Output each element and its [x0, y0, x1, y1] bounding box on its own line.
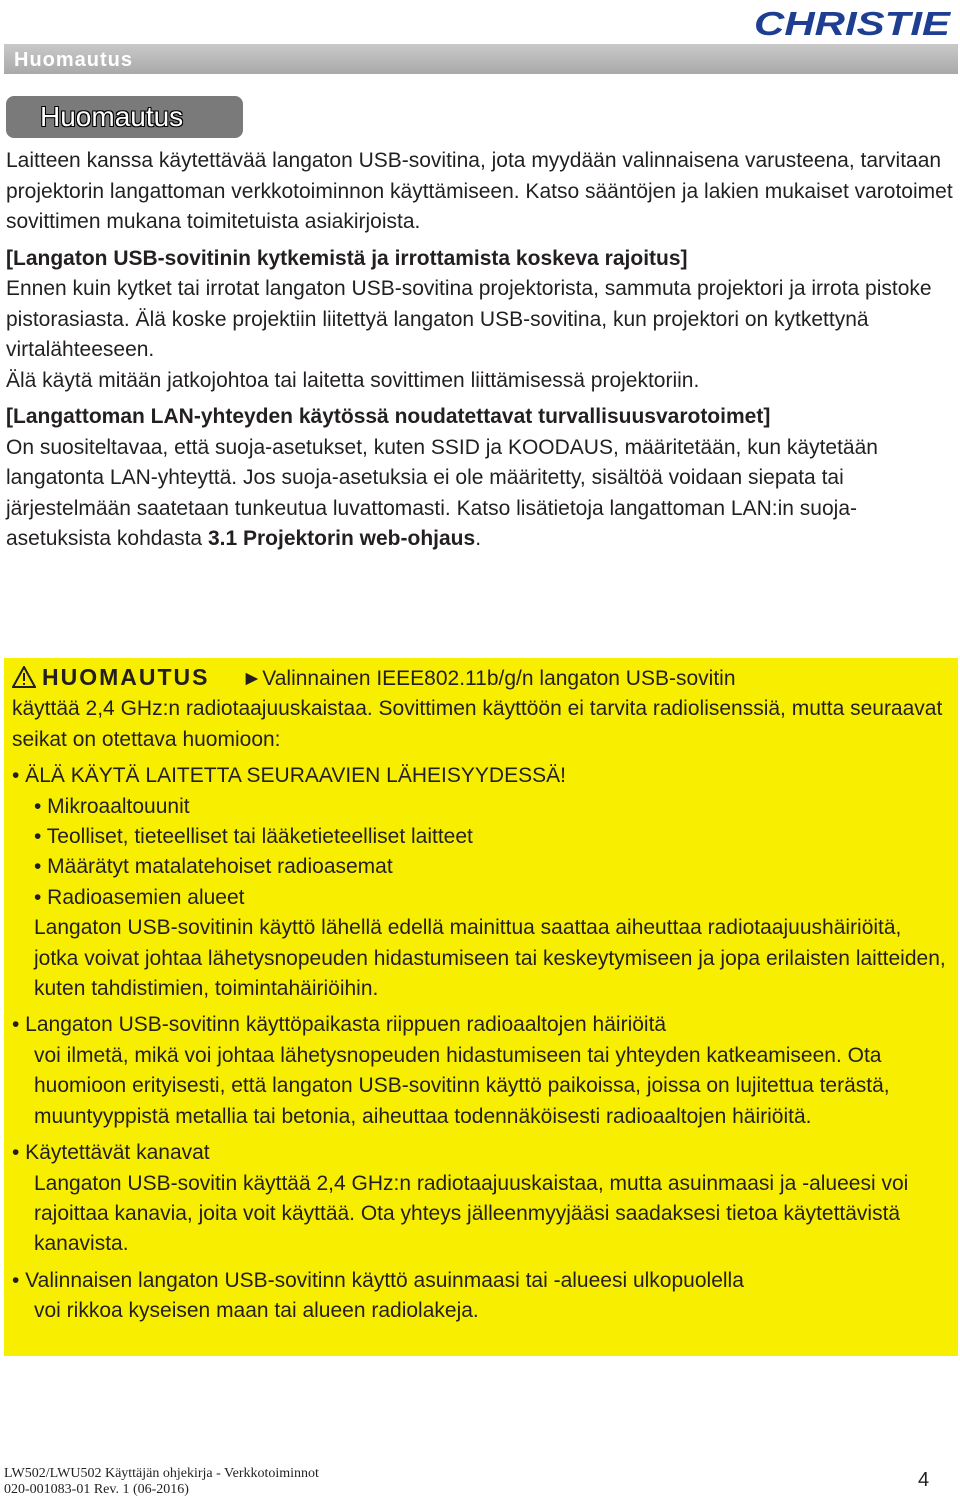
bullet-3: • Käytettävät kanavat: [12, 1141, 210, 1165]
usb-heading: [Langaton USB-sovitinin kytkemistä ja irrottamista koskeva rajoitus]: [6, 246, 688, 270]
header-title: Huomautus: [14, 49, 133, 71]
warning-triangle-icon: [12, 666, 36, 688]
body-text: [6, 146, 954, 555]
sub-bullet-1: • Mikroaaltouunit: [34, 794, 190, 818]
caution-lead: Valinnainen IEEE802.11b/g/n langaton USB-sovitin: [262, 667, 736, 690]
caution-lead-cont: käyttää 2,4 GHz:n radiotaajuuskaistaa. Sovittimen käyttöön ei tarvita radiolisenssiä, mutta seuraavat seikat on otettava huomioon:: [12, 697, 943, 751]
sub-bullet-2: • Teolliset, tieteelliset tai lääketieteelliset laitteet: [34, 825, 473, 849]
footer-revision: 020-001083-01 Rev. 1 (06-2016): [4, 1482, 189, 1497]
sub-bullet-3: • Määrätyt matalatehoiset radioasemat: [34, 855, 393, 879]
lan-heading: [Langattoman LAN-yhteyden käytössä noudatettavat turvallisuusvarotoimet]: [6, 405, 771, 428]
lan-link[interactable]: 3.1 Projektorin web-ohjaus: [207, 527, 476, 550]
caution-box: [4, 658, 958, 1356]
sub-bullet-4: • Radioasemien alueet: [34, 885, 245, 909]
christie-logo: [752, 6, 958, 40]
intro-paragraph: Laitteen kanssa käytettävää langaton USB-sovitina, jota myydään valinnaisena varusteena, tarvitaan projektorin langattoman verkkotoiminnon käyttämiseen. Katso sääntöjen ja lakien mukaiset varotoimet sovittimen mukana toimitetuista asiakirjoista.: [6, 149, 953, 233]
lan-text: On suositeltavaa, että suoja-asetukset, kuten SSID ja KOODAUS, määritetään, kun käytetään langatonta LAN-yhteyttä. Jos suoja-asetuksia ei ole määritetty, sisältöä voidaan siepata tai järjestelmään saatetaan tunkeutua luvattomasti. Katso lisätietoja langattoman LAN:in suoja-asetuksista kohdasta: [6, 435, 878, 550]
bullet-main: • ÄLÄ KÄYTÄ LAITETTA SEURAAVIEN LÄHEISYYDESSÄ!: [12, 764, 566, 788]
footer-manual: LW502/LWU502 Käyttäjän ohjekirja - Verkkotoiminnot: [4, 1466, 319, 1481]
bullet-2: • Langaton USB-sovitinn käyttöpaikasta riippuen radioaaltojen häiriöitä: [12, 1013, 667, 1037]
page-number: 4: [918, 1469, 930, 1491]
lan-end: .: [475, 527, 482, 550]
sub-text: Langaton USB-sovitinin käyttö lähellä edellä mainittua saattaa aiheuttaa radiotaajuushäiriöitä, jotka voivat johtaa lähetysnopeuden hidastumiseen tai keskeytymiseen ja jopa erilaisten laitteiden, kuten tahdistimien, toimintahäiriöihin.: [34, 916, 946, 1001]
usb-paragraph-2: Älä käytä mitään jatkojohtoa tai laitetta sovittimen liittämisessä projektoriin.: [6, 368, 700, 392]
caution-title: HUOMAUTUS: [42, 664, 210, 690]
bullet-3-text: Langaton USB-sovitin käyttää 2,4 GHz:n radiotaajuuskaistaa, mutta asuinmaasi ja -alueesi voi rajoittaa kanavia, joita voit käyttää. Ota yhteys jälleenmyyjääsi saadaksesi tietoa käytettävistä kanavista.: [34, 1171, 909, 1256]
footer: [4, 1466, 319, 1498]
header-bar: [4, 44, 958, 74]
bullet-4-text: voi rikkoa kyseisen maan tai alueen radiolakeja.: [34, 1299, 479, 1323]
logo-text: CHRISTIE: [754, 6, 952, 40]
usb-paragraph: Ennen kuin kytket tai irrotat langaton USB-sovitina projektorista, sammuta projektori ja irrota pistoke pistorasiasta. Älä koske projektiin liitettyä langaton USB-sovitina, kun projektori on kytkettynä virtalähteeseen.: [6, 277, 932, 361]
section-title-pill: [6, 96, 243, 138]
section-title: Huomautus: [40, 101, 184, 132]
lan-paragraph: [6, 433, 954, 555]
bullet-4: • Valinnaisen langaton USB-sovitinn käyttö asuinmaasi tai -alueesi ulkopuolella: [12, 1268, 744, 1292]
bullet-2-text: voi ilmetä, mikä voi johtaa lähetysnopeuden hidastumiseen tai yhteyden katkeamiseen. Ota huomioon erityisesti, että langaton USB-sovitinn käyttö paikoissa, joissa on lujitettua terästä, muuntyyppistä metallia tai betonia, aiheuttaa todennäköisesti radioaaltojen häiriöitä.: [34, 1043, 890, 1128]
caution-lead-line: [12, 662, 950, 694]
arrow-icon: ►: [241, 667, 263, 690]
